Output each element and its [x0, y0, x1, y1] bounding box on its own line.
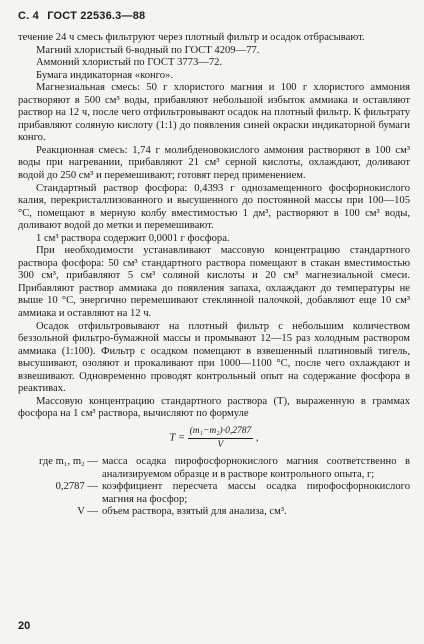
paragraph: Стандартный раствор фосфора: 0,4393 г однозамещенного фосфорнокислого калия, перекристаллизованного и высушенного до постоянной массы при 100—105 °С, помещают в мерную колбу вместимостью 1 дм³, растворяют в 100 см³ воды, доливают водой до метки и перемешивают. — [18, 182, 410, 232]
definition-item — [18, 481, 410, 506]
document-body — [18, 32, 410, 519]
definition-symbol: V — — [77, 506, 98, 518]
paragraph: течение 24 ч смесь фильтруют через плотный фильтр и осадок отбрасывают. — [18, 32, 365, 43]
paragraph: Бумага индикаторная «конго». — [36, 69, 173, 81]
formula-fraction — [188, 425, 254, 451]
paragraph: Магний хлористый 6-водный по ГОСТ 4209—77. — [36, 44, 260, 56]
paragraph: Осадок отфильтровывают на плотный фильтр с небольшим количеством беззольной фильтро-бумажной массы и промывают 12—15 раз холодным раствором аммиака (1:100). Фильтр с осадком помещают в взвешенный платиновый тигель, высушивают, озоляют и прокаливают при 1000—1100 °С, после чего охлаждают и взвешивают. Одновременно проводят контрольный опыт на содержание фосфора в реактивах. — [18, 320, 410, 395]
definitions — [18, 456, 410, 519]
definition-item — [18, 456, 410, 481]
formula-trail: , — [255, 432, 259, 444]
formula-lhs: T = — [169, 432, 185, 444]
paragraph: Реакционная смесь: 1,74 г молибденовокислого аммония растворяют в 100 см³ воды при нагревании, прибавляют 21 см³ серной кислоты, охлаждают, доливают водой до 250 см³ и перемешивают; готовят перед применением. — [18, 144, 410, 182]
paragraph: Аммоний хлористый по ГОСТ 3773—72. — [36, 57, 223, 69]
paragraph: При необходимости устанавливают массовую концентрацию стандартного раствора фосфора: 50 см³ стандартного раствора помещают в стакан вместимостью 300 см³, прибавляют 5 см³ соляной кислоты и 20 см³ магнезиальной смеси. Прибавляют раствор аммиака до появления запаха, охлаждают до температуры не выше 10 °С, энергично перемешивают стеклянной палочкой, добавляют еще 10 см³ аммиака и оставляют на 12 ч. — [18, 245, 410, 320]
definition-text: объем раствора, взятый для анализа, см³. — [102, 506, 287, 518]
formula-numerator: (m₁−m₂)·0,2787 — [188, 425, 254, 439]
definition-symbol: 0,2787 — — [55, 481, 98, 493]
page-number: 20 — [18, 620, 31, 632]
page-header — [18, 10, 150, 22]
paragraph: Магнезиальная смесь: 50 г хлористого магния и 100 г хлористого аммония растворяют в 500 см³ воды, прибавляют небольшой избыток аммиака и оставляют раствор на 12 ч, после чего отфильтровывают осадок на плотный фильтр. К фильтрату прибавляют соляную кислоту (1:1) до появления синей окраски индикаторной бумаги конго. — [18, 82, 410, 144]
page-label: С. 4 — [18, 10, 39, 22]
definition-symbol: где m₁, m₂ — — [39, 456, 98, 468]
formula — [18, 425, 410, 451]
paragraph: 1 см³ раствора содержит 0,0001 г фосфора. — [36, 232, 230, 244]
definition-item — [18, 506, 410, 519]
formula-denominator: V — [217, 439, 224, 450]
definition-text: коэффициент пересчета массы осадка пирофосфорнокислого магния на фосфор; — [102, 481, 410, 505]
paragraph: Массовую концентрацию стандартного раствора (T), выраженную в граммах фосфора на 1 см³ раствора, вычисляют по формуле — [18, 395, 410, 420]
definition-text: масса осадка пирофосфорнокислого магния соответственно в анализируемом образце и в растворе контрольного опыта, г; — [102, 456, 410, 480]
standard-number: ГОСТ 22536.3—88 — [47, 10, 146, 22]
